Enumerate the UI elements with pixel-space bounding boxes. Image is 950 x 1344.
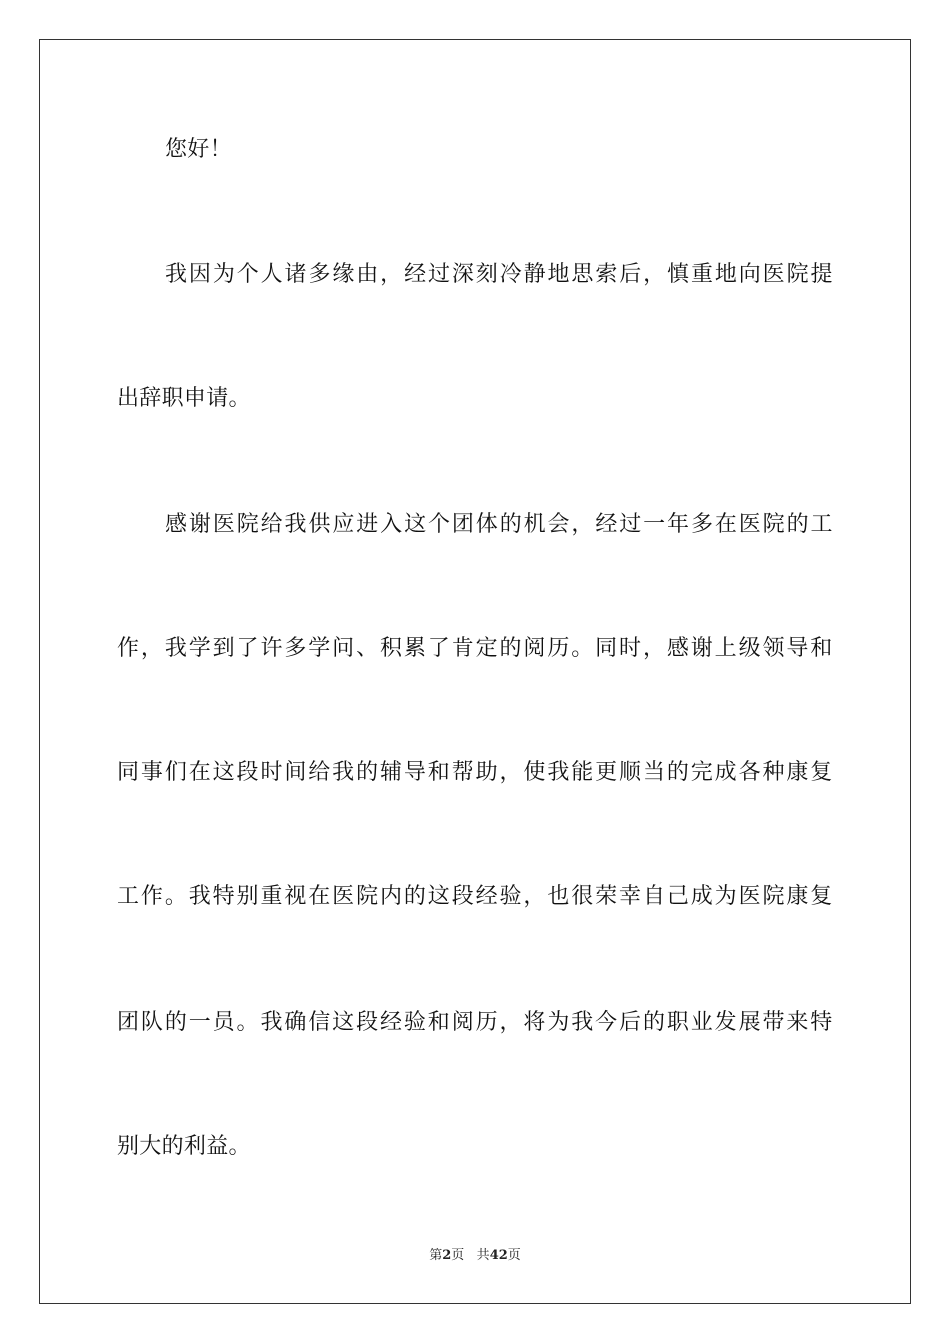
paragraph-2-line-4: 工 作 。 我 特 别 重 视 在 医 院 内 的 这 段 经 验 ， 也 很 荣 幸 自 己 成 为 医 院 康 复 [117,884,833,909]
footer-page-number: 2 [442,1248,452,1263]
page-footer [0,1247,950,1265]
page-border [39,39,911,1304]
paragraph-2-line-6: 别大的利益。 [117,1134,251,1159]
paragraph-2-line-5: 团 队 的 一 员 。 我 确 信 这 段 经 验 和 阅 历 ， 将 为 我 今 后 的 职 业 发 展 带 来 特 [117,1010,833,1035]
footer-total-prefix: 共 [476,1248,490,1263]
paragraph-1-line-2: 出辞职申请。 [117,386,251,411]
greeting: 您好！ [165,137,232,162]
footer-page-suffix: 页 [451,1248,465,1263]
footer-total-suffix: 页 [507,1248,521,1263]
paragraph-2-line-2: 作 ， 我 学 到 了 许 多 学 问 、 积 累 了 肯 定 的 阅 历 。 同 时 ， 感 谢 上 级 领 导 和 [117,636,833,661]
paragraph-2-line-1: 感 谢 医 院 给 我 供 应 进 入 这 个 团 体 的 机 会 ， 经 过 一 年 多 在 医 院 的 工 [165,512,833,537]
footer-page-prefix: 第 [429,1248,443,1263]
paragraph-1-line-1: 我 因 为 个 人 诸 多 缘 由 ， 经 过 深 刻 冷 静 地 思 索 后 ， 慎 重 地 向 医 院 提 [165,262,833,287]
paragraph-2-line-3: 同 事 们 在 这 段 时 间 给 我 的 辅 导 和 帮 助 ， 使 我 能 更 顺 当 的 完 成 各 种 康 复 [117,760,833,785]
footer-total-pages: 42 [489,1248,508,1263]
